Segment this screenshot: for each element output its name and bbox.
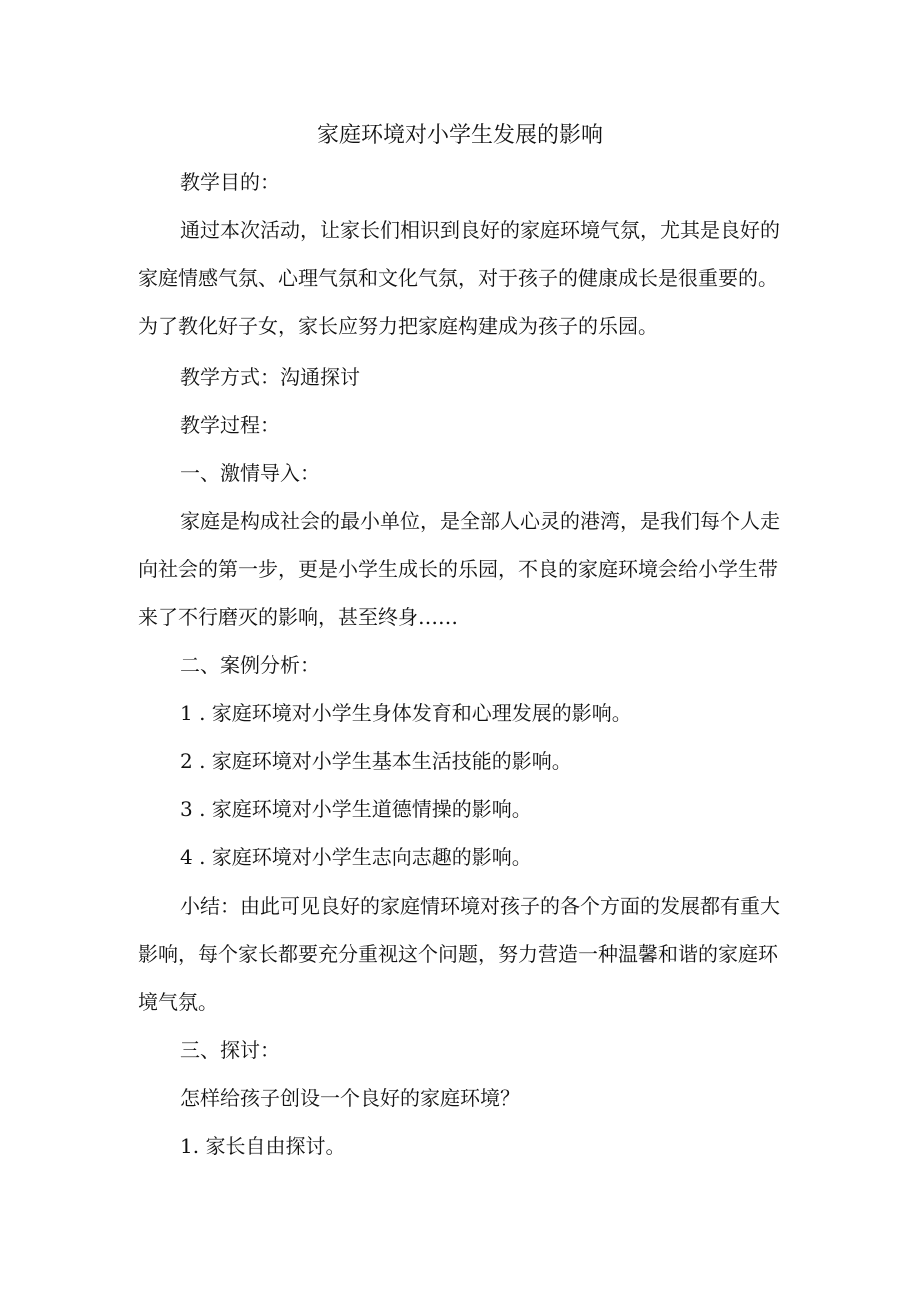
list-item: 1 . 家庭环境对小学生身体发育和心理发展的影响。 [180, 701, 632, 725]
paragraph-line: 怎样给孩子创设一个良好的家庭环境？ [180, 1086, 520, 1110]
heading-text: 三、探讨： [180, 1038, 280, 1062]
list-item: 1. 家长自由探讨。 [180, 1134, 346, 1158]
paragraph-line: 来了不行磨灭的影响，甚至终身…… [138, 605, 458, 629]
teaching-process-heading [138, 401, 828, 449]
list-item: 4 . 家庭环境对小学生志向志趣的影响。 [180, 845, 532, 869]
section1-paragraph [138, 497, 786, 641]
paragraph-line: 家庭是构成社会的最小单位，是全部人心灵的港湾，是我们每个人走 [180, 509, 780, 533]
paragraph-line: 境气氛。 [138, 990, 218, 1014]
paragraph-line: 为了教化好子女，家长应努力把家庭构建成为孩子的乐园。 [138, 314, 658, 338]
document-title: 家庭环境对小学生发展的影响 [316, 123, 603, 148]
section3-item [138, 1122, 828, 1170]
list-item: 2 . 家庭环境对小学生基本生活技能的影响。 [180, 749, 572, 773]
paragraph-line: 通过本次活动，让家长们相识到良好的家庭环境气氛，尤其是良好的 [180, 218, 780, 242]
section3-heading [138, 1026, 828, 1074]
section2-heading [138, 641, 828, 689]
paragraph-line: 家庭情感气氛、心理气氛和文化气氛，对于孩子的健康成长是很重要的。 [138, 266, 778, 290]
section1-heading [138, 449, 828, 497]
heading-text: 教学过程： [180, 413, 280, 437]
section2-list [138, 689, 828, 881]
heading-text: 教学目的： [180, 170, 280, 194]
paragraph-line: 小结：由此可见良好的家庭情环境对孩子的各个方面的发展都有重大 [180, 894, 780, 918]
teaching-method-line [138, 353, 828, 401]
paragraph-line: 影响，每个家长都要充分重视这个问题，努力营造一种温馨和谐的家庭环 [138, 942, 778, 966]
list-item: 3 . 家庭环境对小学生道德情操的影响。 [180, 797, 532, 821]
heading-text: 一、激情导入： [180, 461, 320, 485]
teaching-goal-paragraph [138, 206, 786, 350]
section3-question [138, 1074, 828, 1122]
teaching-goal-heading [138, 158, 828, 206]
summary-paragraph [138, 882, 786, 1026]
paragraph-line: 向社会的第一步，更是小学生成长的乐园，不良的家庭环境会给小学生带 [138, 557, 778, 581]
heading-text: 二、案例分析： [180, 653, 320, 677]
paragraph-line: 教学方式：沟通探讨 [180, 365, 360, 389]
